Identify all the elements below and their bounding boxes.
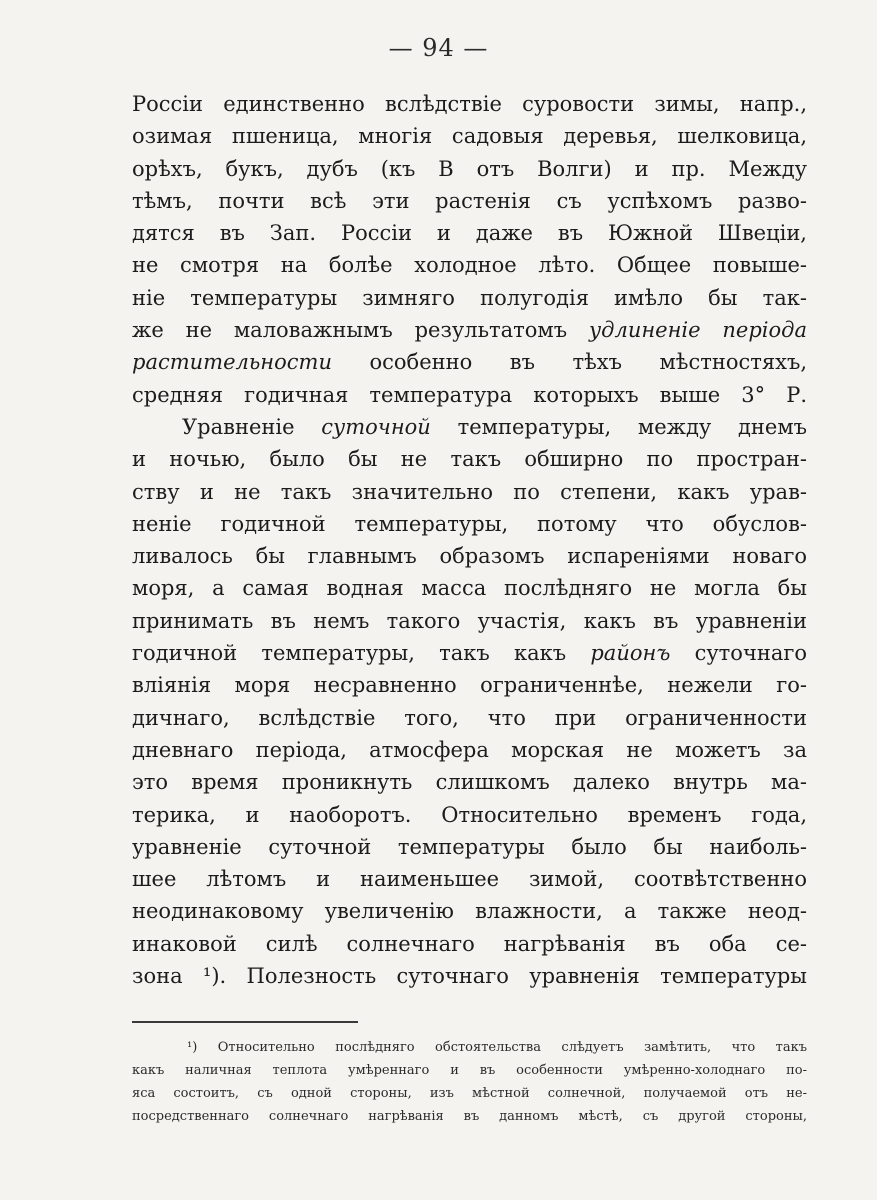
text-line — [132, 637, 807, 669]
text-line: неніе годичной температуры, потому что обуслов- — [132, 511, 807, 536]
text-line: дневнаго періода, атмосфера морская не можетъ за — [132, 737, 807, 762]
text-run: Уравненіе — [182, 414, 322, 439]
text-line — [132, 411, 807, 443]
italic-text-run: удлиненіе періода — [588, 318, 807, 343]
text-line: ству и не такъ значительно по степени, какъ урав- — [132, 479, 807, 504]
page-number: — 94 — — [388, 34, 489, 62]
text-run: же не маловажнымъ результатомъ — [132, 318, 589, 343]
text-line: дятся въ Зап. Россіи и даже въ Южной Швеціи, — [132, 221, 807, 246]
text-line — [132, 314, 807, 346]
text-line — [132, 346, 807, 378]
text-run: особенно въ тѣхъ мѣстностяхъ, — [331, 350, 807, 375]
body-text — [132, 88, 807, 992]
text-run: суточнаго — [670, 641, 807, 666]
text-run: температуры, между днемъ — [430, 414, 807, 439]
text-line: орѣхъ, букъ, дубъ (къ В отъ Волги) и пр. Между — [132, 156, 807, 181]
text-line: средняя годичная температура которыхъ выше 3° Р. — [132, 382, 807, 407]
text-line: моря, а самая водная масса послѣдняго не могла бы — [132, 576, 807, 601]
text-line: дичнаго, вслѣдствіе того, что при ограниченности — [132, 705, 807, 730]
text-line: ливалось бы главнымъ образомъ испареніями новаго — [132, 544, 807, 569]
text-line: тѣмъ, почти всѣ эти растенія съ успѣхомъ разво- — [132, 188, 807, 213]
text-line: это время проникнуть слишкомъ далеко внутрь ма- — [132, 770, 807, 795]
text-line: озимая пшеница, многія садовыя деревья, шелковица, — [132, 124, 807, 149]
footnote-line: яса состоитъ, съ одной стороны, изъ мѣстной солнечной, получаемой отъ не- — [132, 1086, 807, 1101]
footnotes — [132, 1036, 807, 1128]
italic-text-run: растительности — [132, 350, 332, 375]
text-line: терика, и наоборотъ. Относительно временъ года, — [132, 802, 807, 827]
footnote-line: какъ наличная теплота умѣреннаго и въ особенности умѣренно-холоднаго по- — [132, 1063, 807, 1078]
footnote-line: посредственнаго солнечнаго нагрѣванія въ данномъ мѣстѣ, съ другой стороны, — [132, 1109, 807, 1124]
text-line: неодинаковому увеличенію влажности, а также неод- — [132, 899, 807, 924]
text-line: шее лѣтомъ и наименьшее зимой, соотвѣтственно — [132, 867, 807, 892]
text-line: зона ¹). Полезность суточнаго уравненія температуры — [132, 964, 807, 989]
text-line: инаковой силѣ солнечнаго нагрѣванія въ оба се- — [132, 931, 807, 956]
text-line: Россіи единственно вслѣдствіе суровости зимы, напр., — [132, 92, 807, 116]
italic-text-run: суточной — [321, 414, 431, 439]
italic-text-run: районъ — [590, 641, 671, 666]
footnote-line: ¹) Относительно послѣдняго обстоятельства слѣдуетъ замѣтить, что такъ — [187, 1040, 807, 1055]
footnote-divider — [132, 1021, 358, 1023]
text-line: и ночью, было бы не такъ обширно по простран- — [132, 447, 807, 472]
text-line: уравненіе суточной температуры было бы наиболь- — [132, 834, 807, 859]
text-line: ніе температуры зимняго полугодія имѣло бы так- — [132, 285, 807, 310]
text-line: принимать въ немъ такого участія, какъ въ уравненіи — [132, 608, 807, 633]
text-line: вліянія моря несравненно ограниченнѣе, нежели го- — [132, 673, 807, 698]
text-run: годичной температуры, такъ какъ — [132, 641, 591, 666]
text-line: не смотря на болѣе холодное лѣто. Общее повыше- — [132, 253, 807, 278]
